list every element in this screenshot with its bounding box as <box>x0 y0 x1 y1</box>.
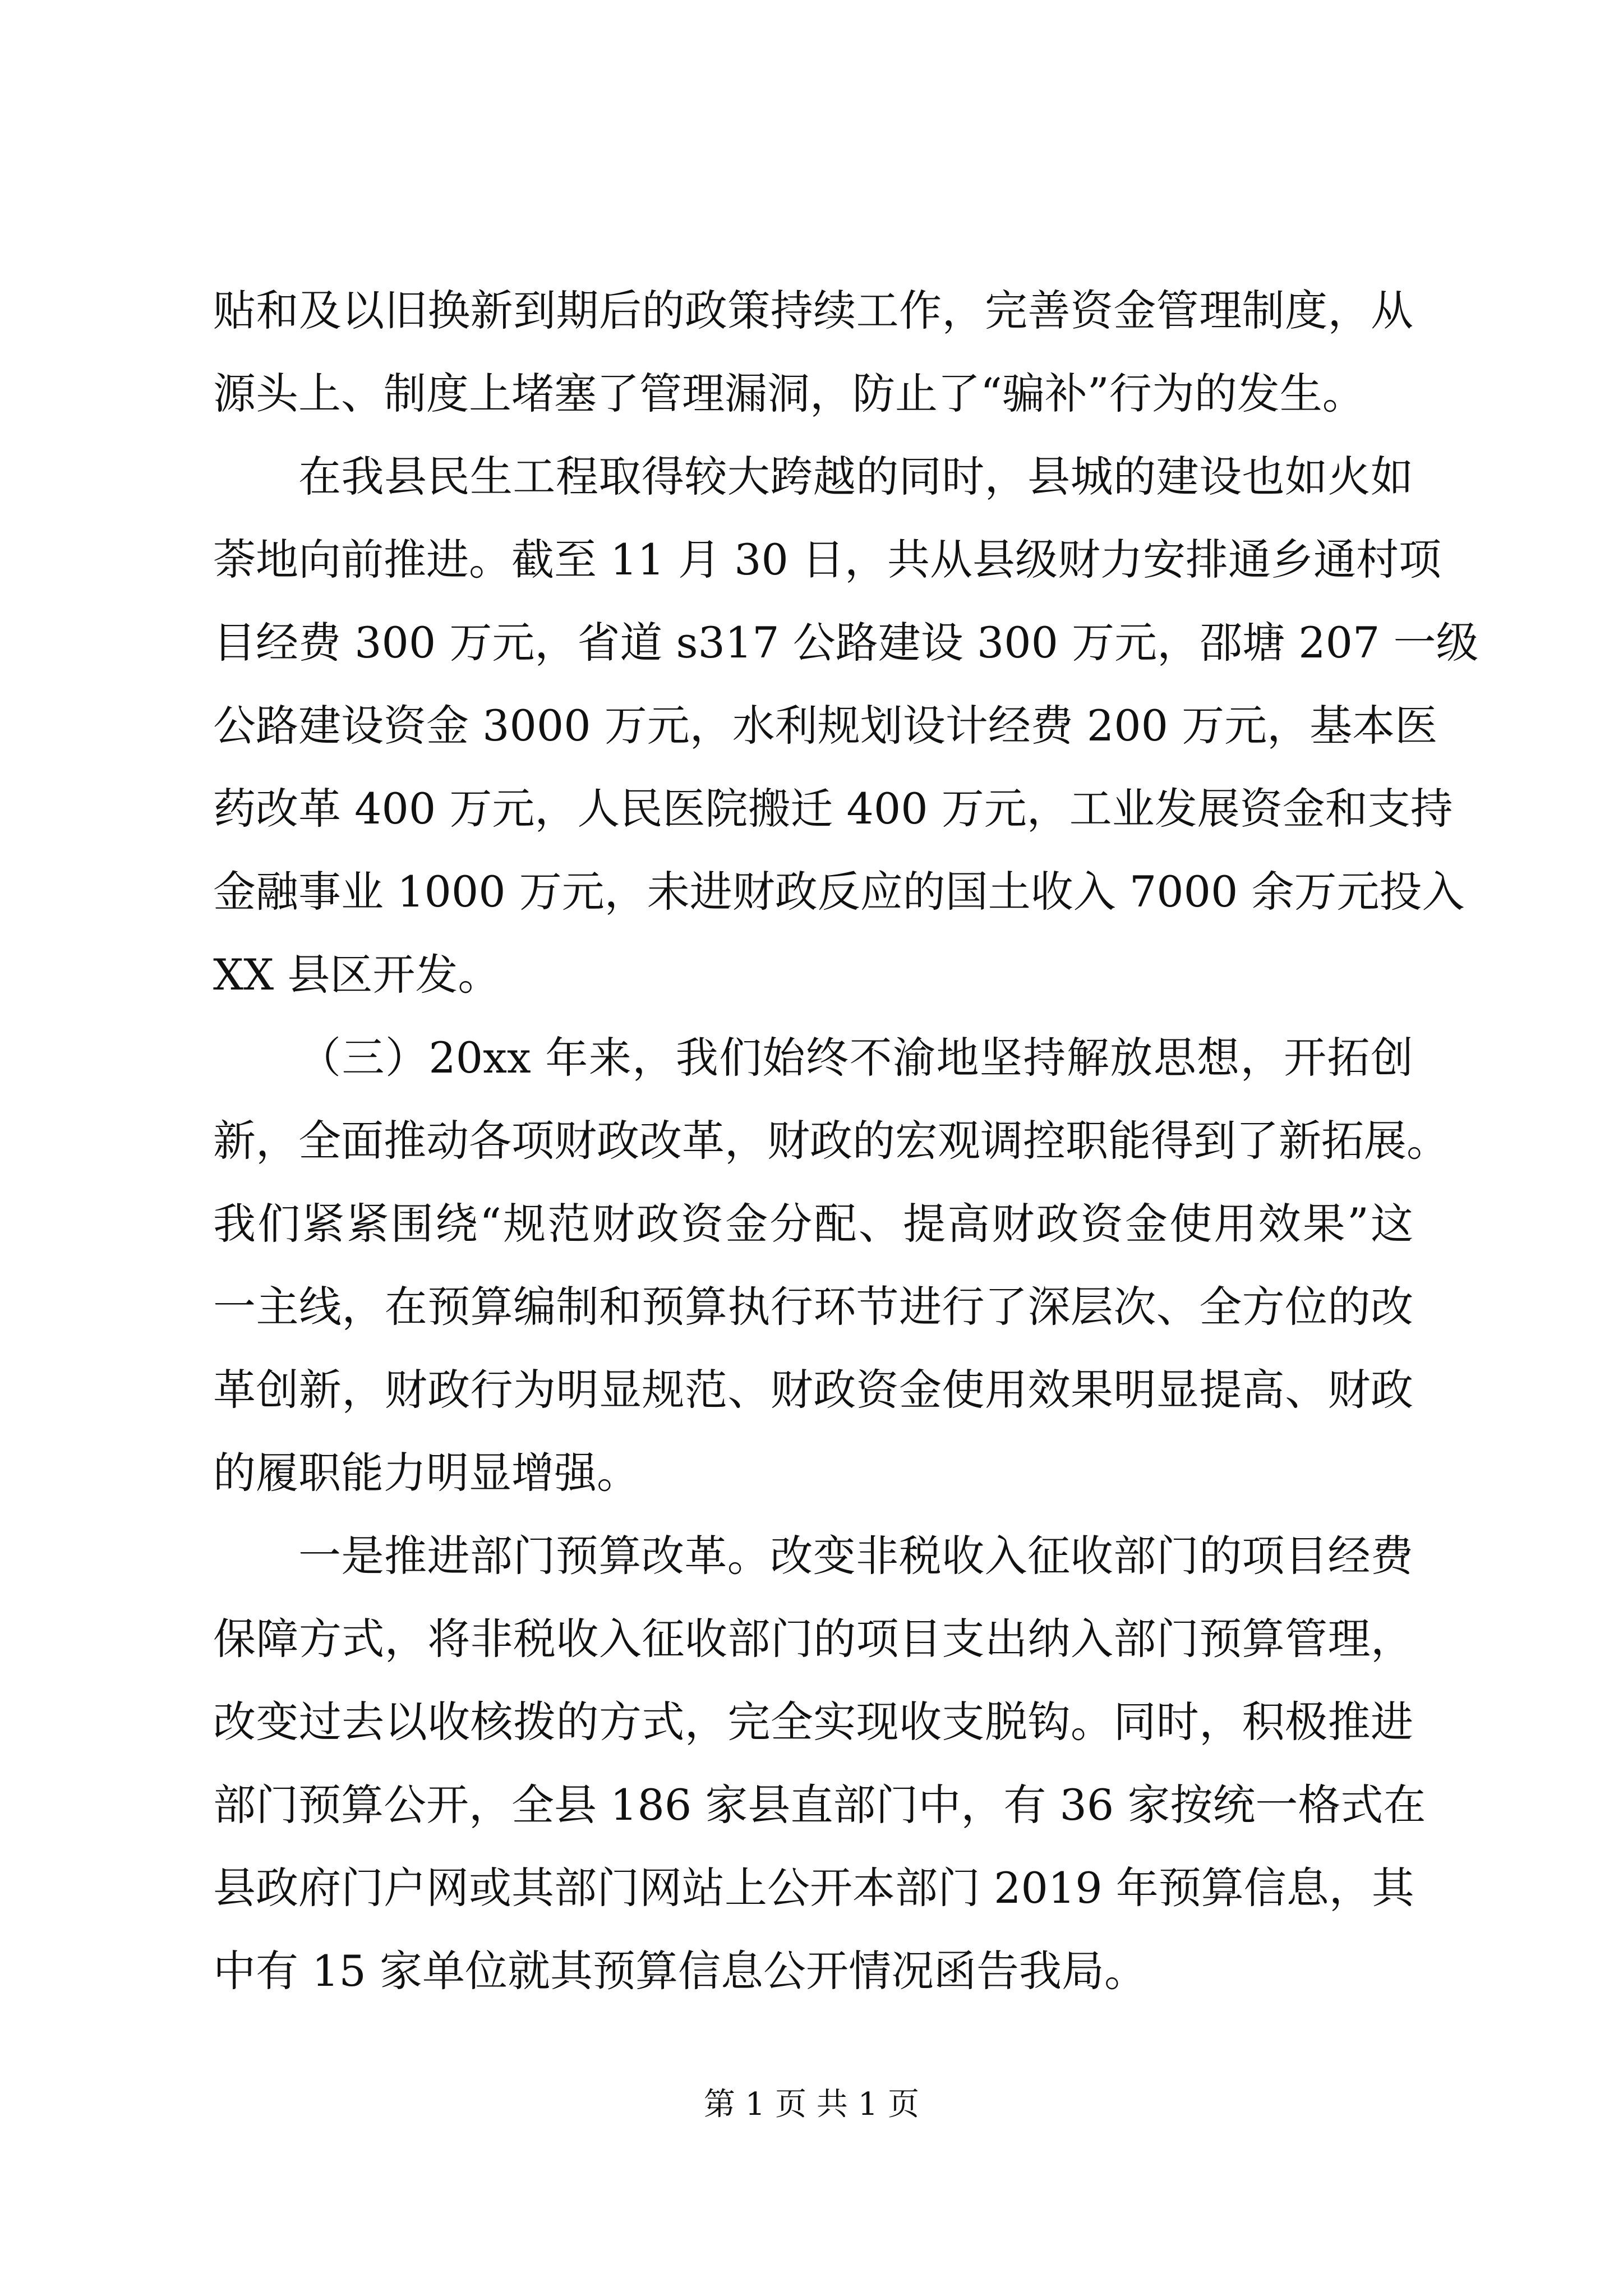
page-footer: 第 1 页 共 1 页 <box>703 2086 920 2123</box>
text-line: 我们紧紧围绕“规范财政资金分配、提高财政资金使用效果”这 <box>213 1199 1413 1249</box>
text-line: 中有 15 家单位就其预算信息公开情况函告我局。 <box>213 1946 1147 1996</box>
text-line: 部门预算公开，全县 186 家县直部门中，有 36 家按统一格式在 <box>213 1780 1426 1830</box>
text-line: 改变过去以收核拨的方式，完全实现收支脱钩。同时，积极推进 <box>213 1697 1413 1747</box>
text-line: 药改革 400 万元，人民医院搬迁 400 万元，工业发展资金和支持 <box>213 784 1453 834</box>
text-line: 保障方式，将非税收入征收部门的项目支出纳入部门预算管理， <box>213 1614 1413 1664</box>
text-line: 新，全面推动各项财政改革，财政的宏观调控职能得到了新拓展。 <box>213 1116 1449 1166</box>
text-line: XX 县区开发。 <box>213 950 501 1000</box>
text-line: 一主线，在预算编制和预算执行环节进行了深层次、全方位的改 <box>213 1282 1413 1332</box>
paragraph-first-line: 在我县民生工程取得较大跨越的同时，县城的建设也如火如 <box>298 452 1413 501</box>
paragraph-first-line: 一是推进部门预算改革。改变非税收入征收部门的项目经费 <box>298 1531 1413 1581</box>
text-line: 公路建设资金 3000 万元，水利规划设计经费 200 万元，基本医 <box>213 701 1438 751</box>
text-line: 县政府门户网或其部门网站上公开本部门 2019 年预算信息，其 <box>213 1863 1414 1913</box>
text-line: 金融事业 1000 万元，未进财政反应的国土收入 7000 余万元投入 <box>213 867 1465 917</box>
text-line: 革创新，财政行为明显规范、财政资金使用效果明显提高、财政 <box>213 1365 1413 1415</box>
text-line: 荼地向前推进。截至 11 月 30 日，共从县级财力安排通乡通村项 <box>213 535 1442 585</box>
text-line: 贴和及以旧换新到期后的政策持续工作，完善资金管理制度，从 <box>213 286 1413 335</box>
text-line: 的履职能力明显增强。 <box>213 1448 639 1498</box>
text-line: 源头上、制度上堵塞了管理漏洞，防止了“骗补”行为的发生。 <box>213 369 1365 418</box>
document-body <box>213 269 1479 2013</box>
text-line: 目经费 300 万元，省道 s317 公路建设 300 万元，邵塘 207 一级 <box>213 618 1479 668</box>
paragraph-first-line: （三）20xx 年来，我们始终不渝地坚持解放思想，开拓创 <box>298 1033 1413 1083</box>
